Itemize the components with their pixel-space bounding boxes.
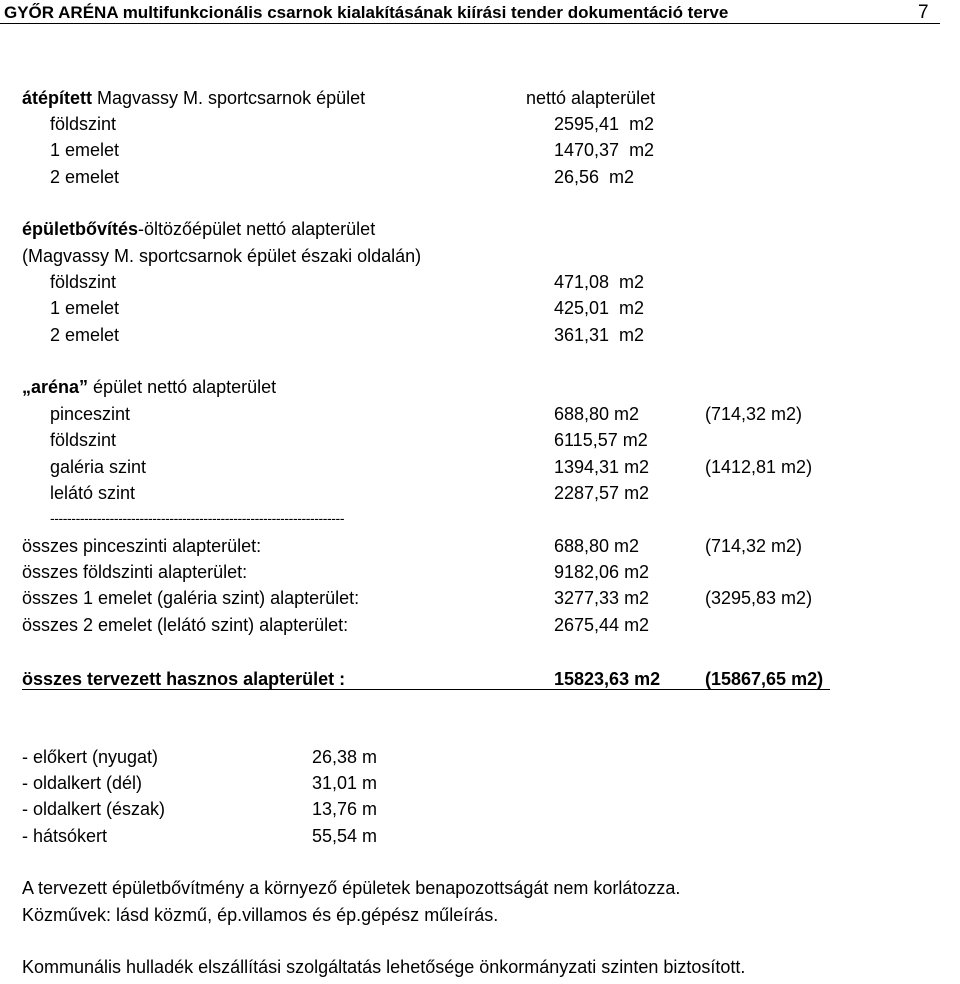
section1-row-value: 26,56 m2 — [554, 167, 635, 187]
section2-row-label: 1 emelet — [50, 298, 120, 318]
section1-row-label: 1 emelet — [50, 140, 120, 160]
note-utilities: Közművek: lásd közmű, ép.villamos és ép.gépész műleírás. — [22, 905, 499, 925]
note-waste-collection: Kommunális hulladék elszállítási szolgáltatás lehetősége önkormányzati szinten biztosított. — [22, 957, 746, 977]
totals-row-value: 3277,33 m2 — [554, 588, 650, 608]
section3-row-value: 2287,57 m2 — [554, 483, 650, 503]
section2-row-label: 2 emelet — [50, 325, 120, 345]
section1-title-rest: Magvassy M. sportcsarnok épület — [92, 88, 366, 108]
header-divider — [0, 23, 940, 24]
grand-total-alt-value: (15867,65 m2) — [705, 669, 824, 689]
distance-label: - hátsókert — [22, 826, 108, 846]
section3-row-label: galéria szint — [50, 457, 147, 477]
note-sunlight: A tervezett épületbővítmény a környező épületek benapozottságát nem korlátozza. — [22, 878, 681, 898]
page-number: 7 — [918, 2, 929, 23]
totals-row-alt-value: (714,32 m2) — [705, 536, 803, 556]
distance-value: 13,76 m — [312, 799, 378, 819]
section1-row-value: 1470,37 m2 — [554, 140, 655, 160]
distance-label: - oldalkert (dél) — [22, 773, 143, 793]
section1-column-header: nettó alapterület — [526, 88, 656, 108]
section3-row-label: lelátó szint — [50, 483, 136, 503]
section2-row-value: 471,08 m2 — [554, 272, 645, 292]
document-header-title: GYŐR ARÉNA multifunkcionális csarnok kialakításának kiírási tender dokumentáció terve — [4, 3, 729, 22]
totals-row-alt-value: (3295,83 m2) — [705, 588, 813, 608]
totals-row-value: 688,80 m2 — [554, 536, 640, 556]
section3-row-alt-value: (714,32 m2) — [705, 404, 803, 424]
grand-total-label: összes tervezett hasznos alapterület : — [22, 669, 346, 689]
section2-row-value: 425,01 m2 — [554, 298, 645, 318]
section3-title-bold: „aréna” — [22, 377, 89, 397]
distance-value: 55,54 m — [312, 826, 378, 846]
section2-row-value: 361,31 m2 — [554, 325, 645, 345]
section2-title-bold: épületbővítés — [22, 219, 139, 239]
section3-row-label: földszint — [50, 430, 117, 450]
section2-subtitle: (Magvassy M. sportcsarnok épület északi oldalán) — [22, 246, 422, 266]
section1-title-bold: átépített — [22, 88, 93, 108]
totals-row-label: összes pinceszinti alapterület: — [22, 536, 262, 556]
section2-title-rest: -öltözőépület nettó alapterület — [138, 219, 376, 239]
dashed-separator: --------------------------------------------------------------------- — [50, 510, 345, 526]
totals-row-label: összes 2 emelet (lelátó szint) alapterület: — [22, 615, 349, 635]
distance-value: 26,38 m — [312, 747, 378, 767]
section3-title — [22, 378, 276, 396]
totals-row-value: 2675,44 m2 — [554, 615, 650, 635]
section1-title — [22, 89, 365, 107]
section3-row-value: 688,80 m2 — [554, 404, 640, 424]
section3-row-label: pinceszint — [50, 404, 131, 424]
distance-label: - oldalkert (észak) — [22, 799, 166, 819]
totals-row-label: összes földszinti alapterület: — [22, 562, 248, 582]
totals-row-value: 9182,06 m2 — [554, 562, 650, 582]
totals-row-label: összes 1 emelet (galéria szint) alapterület: — [22, 588, 360, 608]
distance-label: - előkert (nyugat) — [22, 747, 159, 767]
section1-row-label: 2 emelet — [50, 167, 120, 187]
section2-row-label: földszint — [50, 272, 117, 292]
section3-row-value: 6115,57 m2 — [554, 430, 648, 450]
distance-value: 31,01 m — [312, 773, 378, 793]
section1-row-label: földszint — [50, 114, 117, 134]
section3-row-alt-value: (1412,81 m2) — [705, 457, 813, 477]
grand-total-underline — [22, 689, 830, 690]
section3-title-rest: épület nettó alapterület — [88, 377, 277, 397]
section1-row-value: 2595,41 m2 — [554, 114, 655, 134]
grand-total-value: 15823,63 m2 — [554, 669, 661, 689]
section3-row-value: 1394,31 m2 — [554, 457, 650, 477]
section2-title — [22, 220, 375, 238]
